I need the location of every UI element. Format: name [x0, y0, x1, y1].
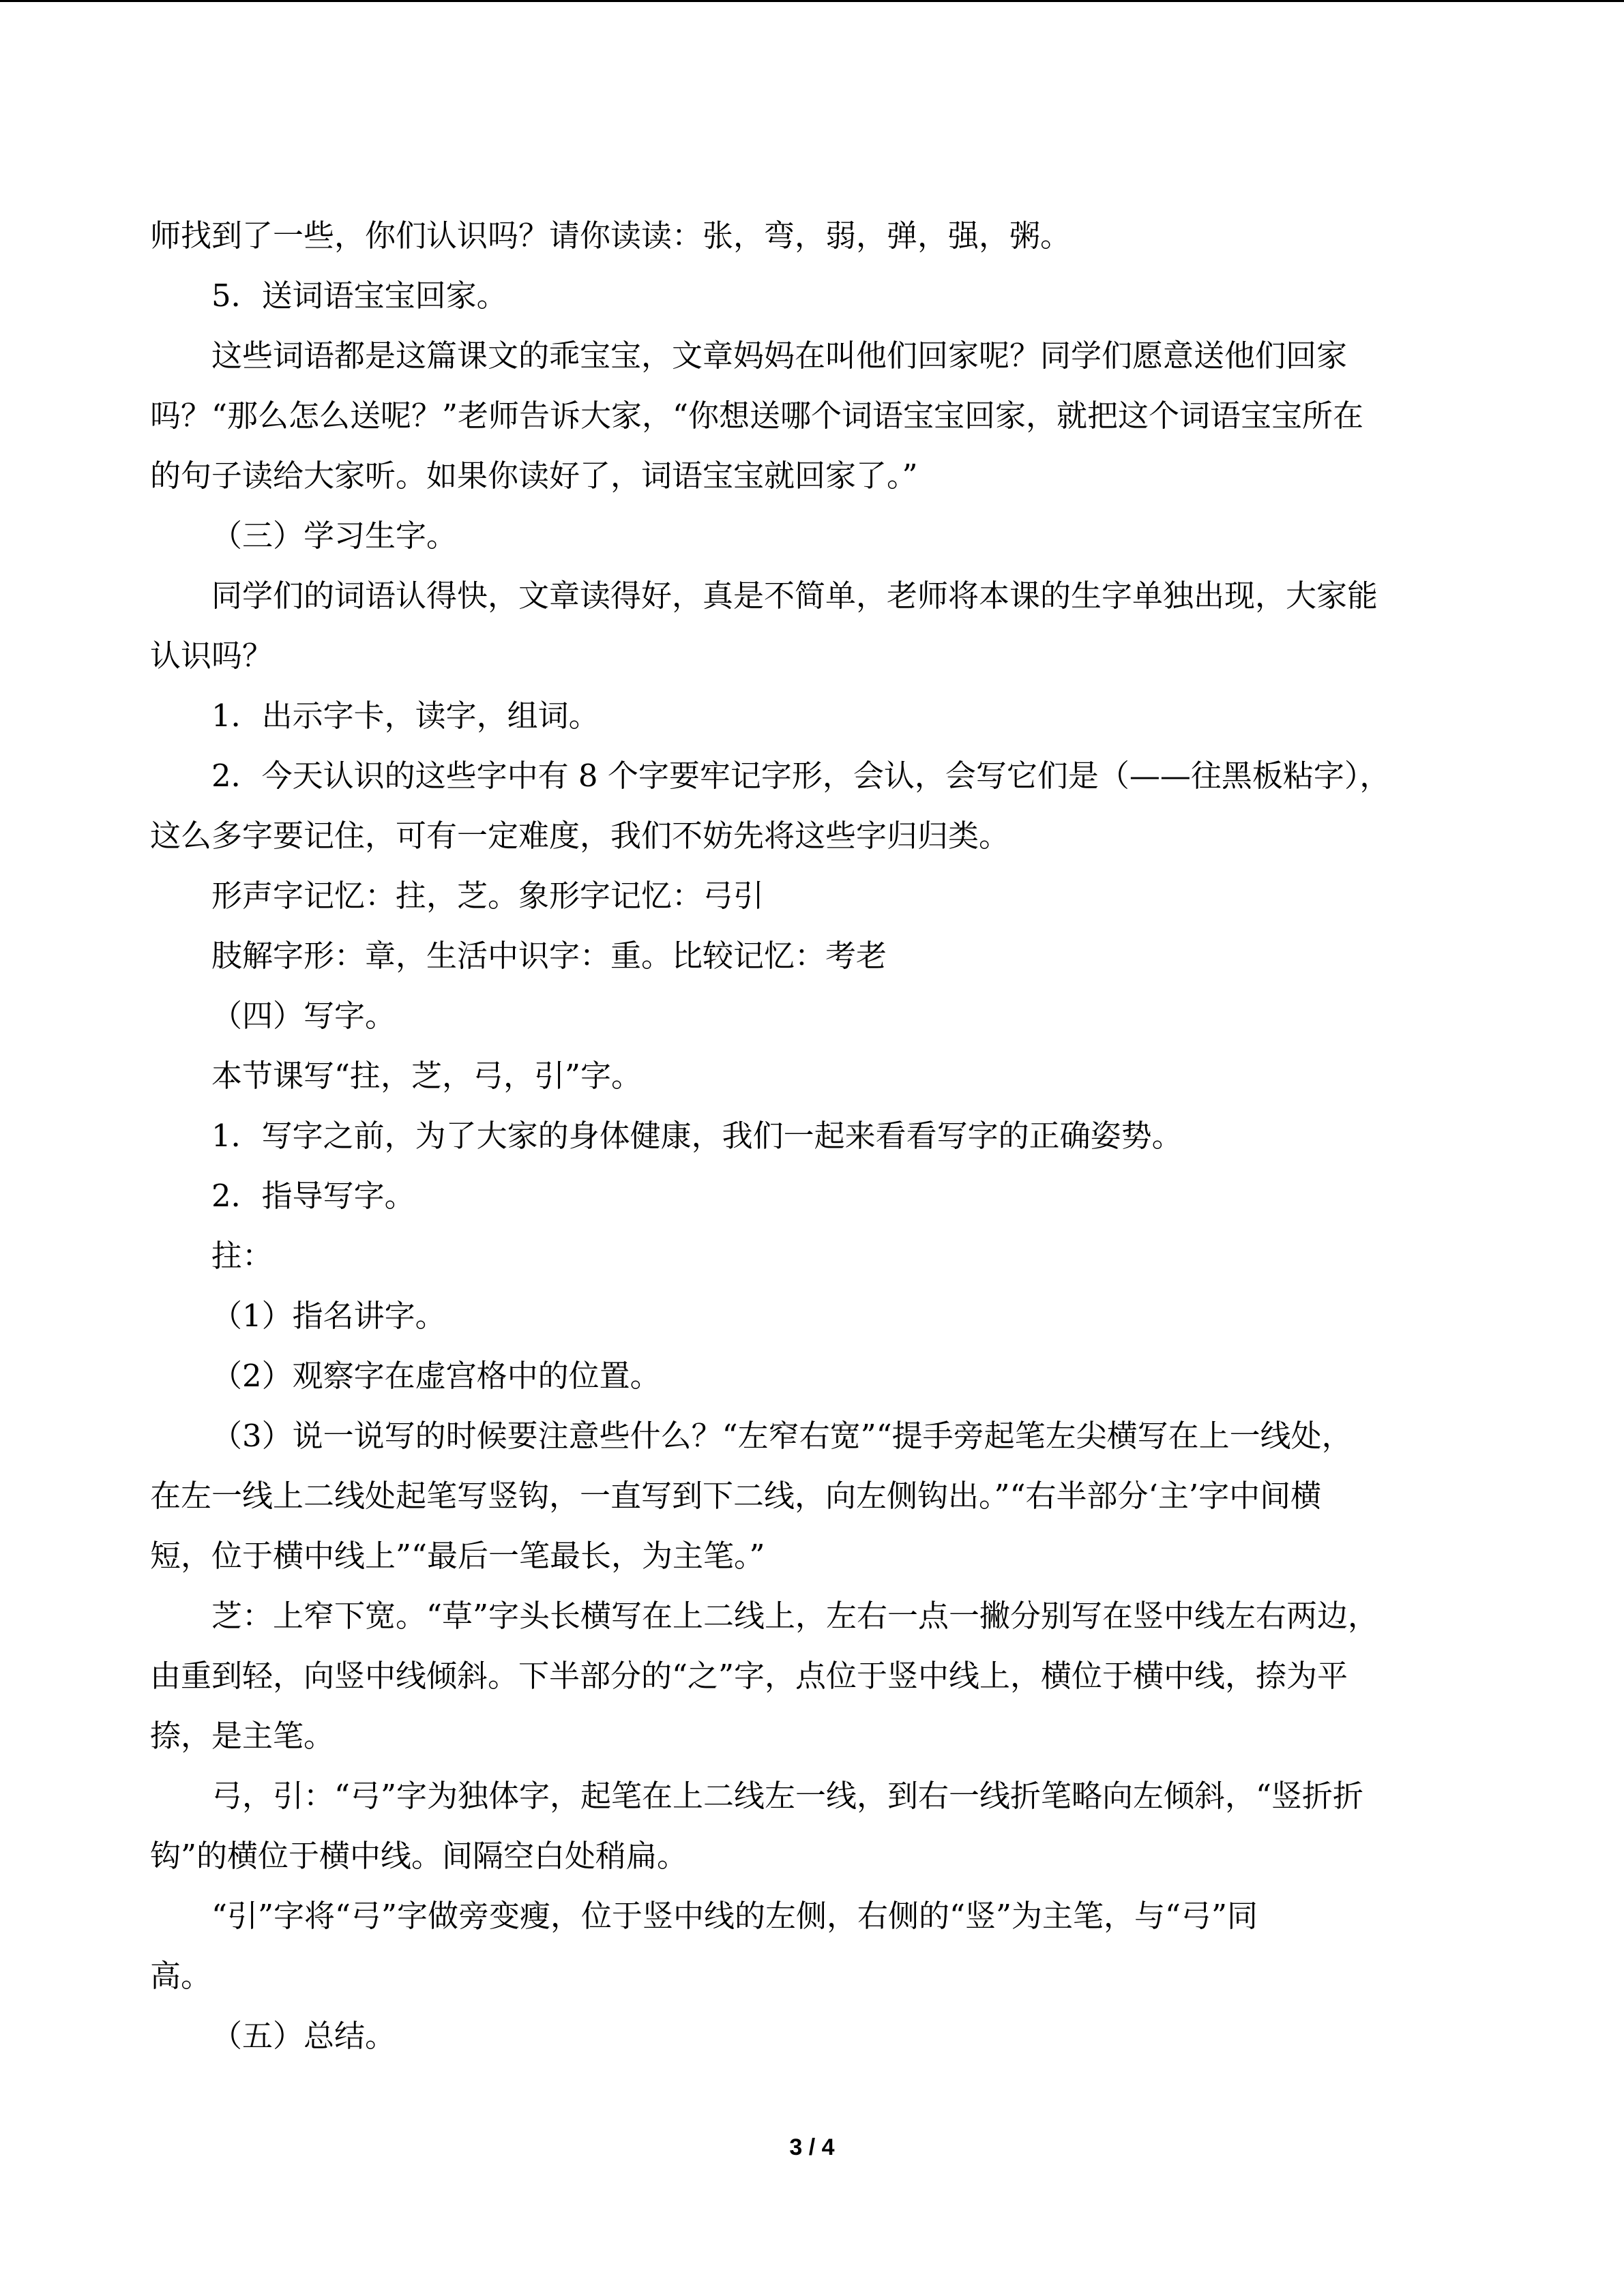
text-line: 在左一线上二线处起笔写竖钩，一直写到下二线，向左侧钩出。”“右半部分‘主’字中间横: [150, 1478, 1322, 1514]
list-item-heading: 5．送词语宝宝回家。: [211, 278, 507, 314]
section-heading: （三）学习生字。: [211, 518, 458, 554]
text-line: 弓，引：“弓”字为独体字，起笔在上二线左一线，到右一线折笔略向左倾斜，“竖折折: [211, 1778, 1364, 1814]
list-item: （1）指名讲字。: [211, 1298, 446, 1334]
text-line: 短，位于横中线上”“最后一笔最长，为主笔。”: [150, 1538, 765, 1574]
text-line: 由重到轻，向竖中线倾斜。下半部分的“之”字，点位于竖中线上，横位于横中线，捺为平: [150, 1658, 1348, 1694]
text-line: 吗？“那么怎么送呢？”老师告诉大家，“你想送哪个词语宝宝回家，就把这个词语宝宝所在: [150, 398, 1364, 434]
list-item: 2．指导写字。: [211, 1178, 415, 1214]
text-line: 肢解字形：章，生活中识字：重。比较记忆：考老: [211, 938, 887, 974]
text-line: 芝：上窄下宽。“草”字头长横写在上二线上，左右一点一撇分别写在竖中线左右两边，: [211, 1598, 1379, 1634]
list-item: （3）说一说写的时候要注意些什么？“左窄右宽”“提手旁起笔左尖横写在上一线处，: [211, 1418, 1353, 1454]
text-line: “引”字将“弓”字做旁变瘦，位于竖中线的左侧，右侧的“竖”为主笔，与“弓”同: [211, 1898, 1258, 1934]
list-item: （2）观察字在虚宫格中的位置。: [211, 1358, 661, 1394]
list-item: 2．今天认识的这些字中有 8 个字要牢记字形，会认，会写它们是（——往黑板粘字），: [211, 758, 1391, 794]
page-top-border: [0, 0, 1624, 2]
section-heading: （四）写字。: [211, 998, 396, 1034]
text-line: 拄：: [211, 1238, 274, 1274]
list-item: 1．写字之前，为了大家的身体健康，我们一起来看看写字的正确姿势。: [211, 1118, 1183, 1154]
text-line: 认识吗？: [150, 638, 274, 674]
text-line: 高。: [150, 1958, 212, 1994]
text-line: 的句子读给大家听。如果你读好了，词语宝宝就回家了。”: [150, 458, 918, 494]
section-heading: （五）总结。: [211, 2018, 396, 2054]
text-line: 师找到了一些，你们认识吗？请你读读：张，弯，弱，弹，强，粥。: [150, 218, 1072, 254]
text-line: 钩”的横位于横中线。间隔空白处稍扁。: [150, 1838, 688, 1874]
text-line: 本节课写“拄，芝，弓，引”字。: [211, 1058, 643, 1094]
list-item: 1．出示字卡，读字，组词。: [211, 698, 600, 734]
text-line: 这些词语都是这篇课文的乖宝宝，文章妈妈在叫他们回家呢？同学们愿意送他们回家: [211, 338, 1348, 374]
text-line: 捺，是主笔。: [150, 1718, 335, 1754]
page-number: 3 / 4: [789, 2134, 835, 2160]
text-line: 同学们的词语认得快，文章读得好，真是不简单，老师将本课的生字单独出现，大家能: [211, 578, 1378, 614]
text-line: 形声字记忆：拄，芝。象形字记忆：弓引: [211, 878, 765, 914]
text-line: 这么多字要记住，可有一定难度，我们不妨先将这些字归归类。: [150, 818, 1010, 854]
